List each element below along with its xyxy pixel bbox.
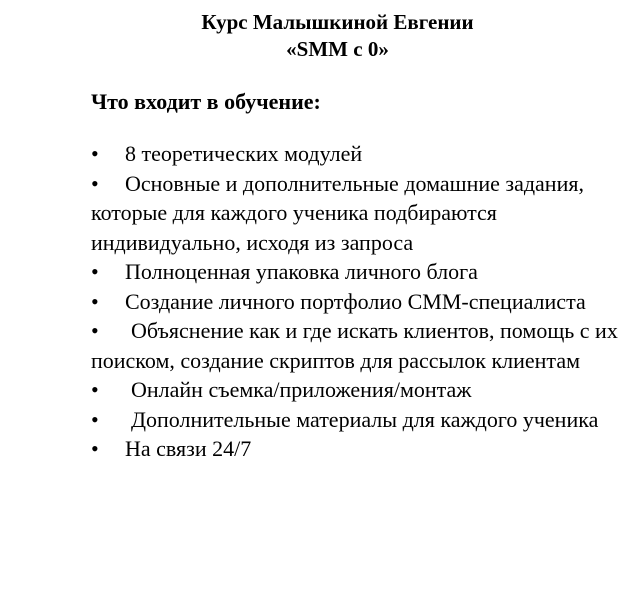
bullet-icon: • bbox=[91, 436, 99, 461]
course-contents-list bbox=[91, 139, 621, 464]
bullet-icon: • bbox=[91, 170, 99, 196]
list-item bbox=[91, 139, 621, 169]
list-item bbox=[91, 405, 621, 435]
list-item-text: Создание личного портфолио СММ-специалиста bbox=[125, 288, 586, 314]
bullet-icon: • bbox=[91, 377, 99, 402]
list-item bbox=[91, 316, 621, 375]
list-item-text: Основные и дополнительные домашние задания, которые для каждого ученика подбираются индивидуально, исходя из запроса bbox=[91, 170, 584, 255]
list-item bbox=[91, 287, 621, 317]
list-item bbox=[91, 434, 621, 464]
bullet-icon: • bbox=[91, 288, 99, 314]
list-item-text: Дополнительные материалы для каждого ученика bbox=[131, 406, 599, 432]
list-item bbox=[91, 257, 621, 287]
list-item-text: На связи 24/7 bbox=[125, 436, 252, 461]
bullet-icon: • bbox=[91, 259, 99, 284]
list-item bbox=[91, 169, 621, 258]
list-item-text: 8 теоретических модулей bbox=[125, 141, 363, 166]
bullet-icon: • bbox=[91, 318, 99, 343]
list-item-text: Онлайн съемка/приложения/монтаж bbox=[131, 377, 472, 402]
course-title-line-2: «SMM с 0» bbox=[286, 37, 389, 61]
list-item-text: Объяснение как и где искать клиентов, помощь с их поиском, создание скриптов для рассылок клиентам bbox=[91, 318, 618, 373]
list-item-text: Полноценная упаковка личного блога bbox=[125, 259, 478, 284]
bullet-icon: • bbox=[91, 141, 99, 166]
course-title bbox=[0, 9, 631, 63]
bullet-icon: • bbox=[91, 406, 99, 432]
course-title-line-1: Курс Малышкиной Евгении bbox=[201, 10, 474, 34]
list-item bbox=[91, 375, 621, 405]
section-heading: Что входит в обучение: bbox=[91, 89, 321, 114]
